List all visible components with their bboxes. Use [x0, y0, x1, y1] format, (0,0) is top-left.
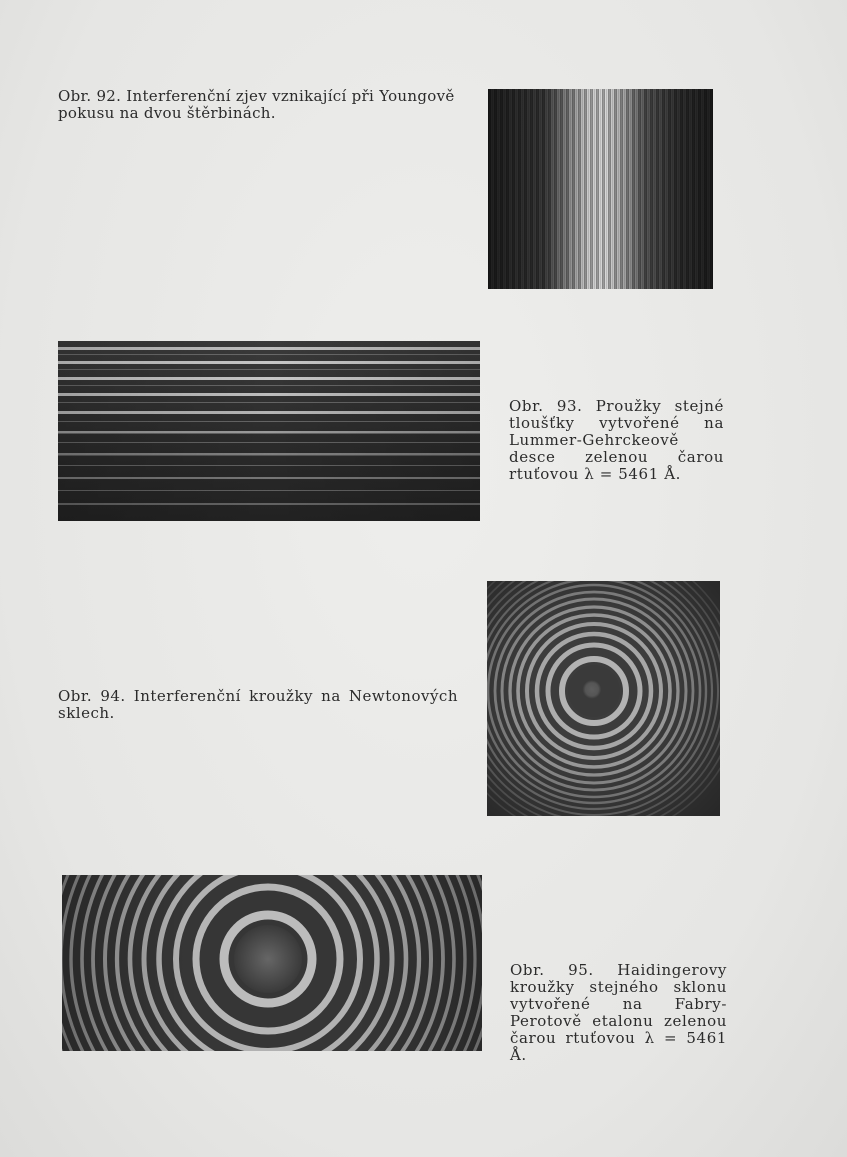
image-lummer-gehrcke-fringes — [58, 341, 480, 521]
caption-obr-94: Obr. 94. Interferenční kroužky na Newtonových sklech. — [58, 687, 458, 722]
caption-obr-95: Obr. 95. Haidingerovy kroužky stejného sklonu vytvořené na Fabry-Perotově etalonu zelenou čarou rtuťovou λ = 5461 Å. — [510, 961, 727, 1064]
caption-obr-92: Obr. 92. Interferenční zjev vznikající při Youngově pokusu na dvou štěrbinách. — [58, 87, 455, 122]
caption-obr-93: Obr. 93. Proužky stejné tloušťky vytvořené na Lummer-Gehrckeově desce zelenou čarou rtuťovou λ = 5461 Å. — [509, 397, 724, 483]
image-young-double-slit — [488, 89, 713, 289]
image-haidinger-rings — [62, 875, 482, 1051]
image-newton-rings — [487, 581, 720, 816]
